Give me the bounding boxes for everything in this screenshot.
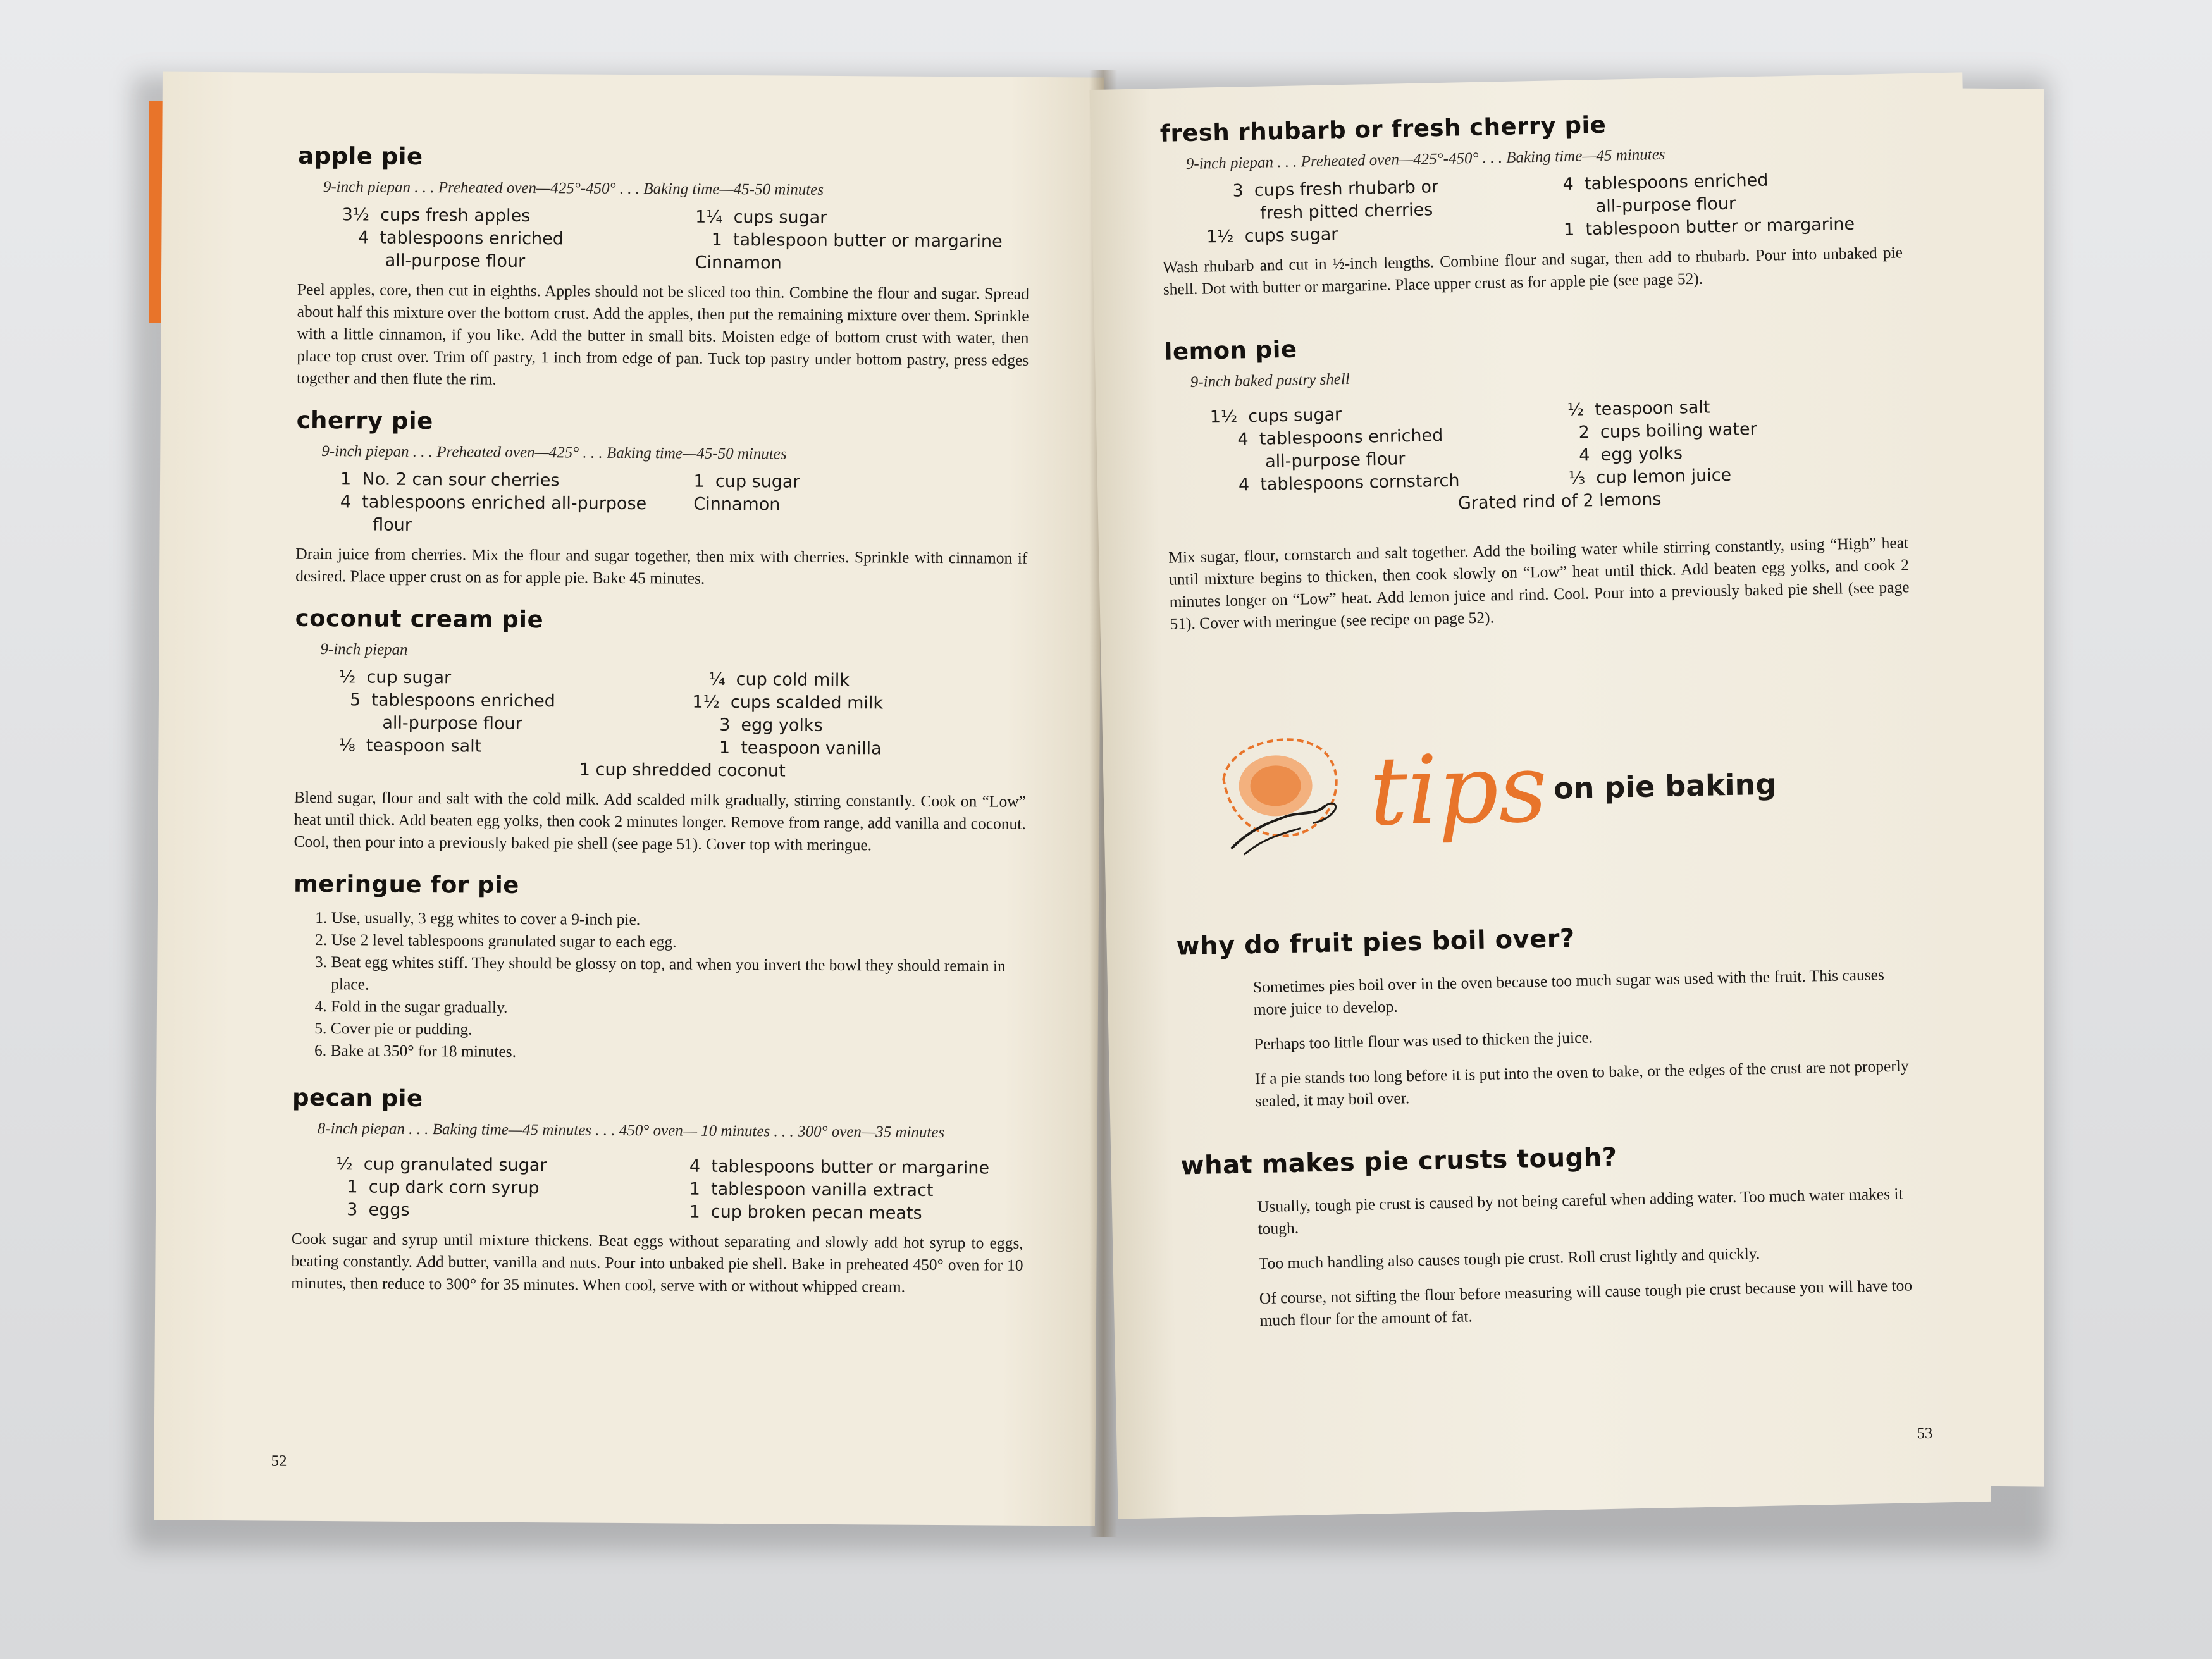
ingredient-column-right: [693, 471, 1028, 541]
ingredient-list: [340, 468, 1029, 541]
ingredient-list: [342, 204, 1030, 276]
ingredient: ½ cup granulated sugar: [336, 1154, 547, 1176]
ingredient: flour: [340, 515, 412, 535]
ingredient-column-right: [689, 1156, 1023, 1226]
ingredient: 1 tablespoon butter or margarine: [1563, 214, 1855, 240]
answer-paragraph: Too much handling also causes tough pie crust. Roll crust lightly and quickly.: [1258, 1244, 1760, 1273]
ingredient: ⅛ teaspoon salt: [338, 736, 482, 756]
ingredient: 4 tablespoons enriched all-purpose: [340, 492, 647, 514]
ingredient: fresh pitted cherries: [1206, 200, 1433, 225]
ingredient: 1¼ cups sugar: [695, 207, 827, 228]
ingredient: 1 tablespoon butter or margarine: [695, 230, 1003, 252]
ingredient: ⅓ cup lemon juice: [1568, 465, 1732, 488]
ingredient: 2 cups boiling water: [1567, 419, 1757, 443]
ingredient: 4 tablespoons enriched: [1562, 170, 1769, 195]
recipe-directions: Drain juice from cherries. Mix the flour and sugar together, then mix with cherries. Sprinkle with cinnamon if desired. Place upper crust on as for apple pie. Bake 45 minutes.: [295, 544, 1028, 588]
step: 1. Use, usually, 3 egg whites to cover a 9-inch pie.: [331, 906, 1025, 933]
meringue-steps: [292, 906, 1025, 1066]
recipe-title: fresh rhubarb or fresh cherry pie: [1159, 111, 1607, 147]
ingredient: 4 tablespoons butter or margarine: [689, 1156, 990, 1178]
question-heading: why do fruit pies boil over?: [1176, 923, 1576, 961]
answer-paragraph: If a pie stands too long before it is put into the oven to bake, or the edges of the crust are not properly sealed, it may boil over.: [1254, 1056, 1909, 1111]
tips-heading: [1204, 715, 1915, 861]
ingredient: all-purpose flour: [342, 250, 526, 271]
recipe-meta: 9-inch piepan . . . Preheated oven—425° . . . Baking time—45-50 minutes: [321, 443, 787, 463]
recipe-apple-pie: [297, 142, 1030, 393]
ingredient: 1 cup dark corn syrup: [336, 1177, 540, 1199]
recipe-title: coconut cream pie: [295, 604, 544, 634]
question-heading: what makes pie crusts tough?: [1180, 1142, 1617, 1181]
ingredient-column-left: [336, 1153, 670, 1223]
ingredient: 3 eggs: [335, 1200, 410, 1220]
ingredient: 1 teaspoon vanilla: [691, 737, 882, 759]
recipe-meta: 9-inch piepan . . . Preheated oven—425°-450° . . . Baking time—45-50 minutes: [323, 178, 824, 199]
recipe-cherry-pie: [295, 407, 1029, 591]
ingredient: ½ cup sugar: [339, 667, 452, 688]
ingredient-list: [1210, 392, 1908, 520]
ingredient: Cinnamon: [695, 252, 782, 273]
recipe-meta: 9-inch baked pastry shell: [1190, 370, 1350, 391]
recipe-directions: Blend sugar, flour and salt with the cold milk. Add scalded milk gradually, stirring constantly. Cook on “Low” heat until thick. Add beaten egg yolks, then cook 2 minutes longer. Remove from range, add vanilla and coconut. Cool, then pour into a previously baked pie shell (see page 51). Cover top with meringue.: [293, 787, 1027, 854]
ingredient: 3 cups fresh rhubarb or: [1205, 177, 1439, 202]
recipe-title: meringue for pie: [293, 870, 519, 899]
step: 6. Bake at 350° for 18 minutes.: [330, 1039, 1024, 1066]
ingredient-list: [336, 1153, 1024, 1226]
ingredient: 1 cup sugar: [693, 471, 800, 492]
answer-paragraph: Usually, tough pie crust is caused by not being careful when adding water. Too much water makes it tough.: [1257, 1184, 1903, 1238]
ingredient: 4 egg yolks: [1567, 443, 1683, 466]
ingredient: 5 tablespoons enriched: [338, 690, 555, 712]
ingredient: all-purpose flour: [338, 713, 522, 734]
ingredient: 1½ cups sugar: [1209, 405, 1342, 428]
hand-holding-pie-icon: [1204, 726, 1352, 862]
step: 5. Cover pie or pudding.: [331, 1017, 1025, 1044]
ingredient-list: [1205, 166, 1902, 249]
step: 4. Fold in the sugar gradually.: [331, 995, 1025, 1021]
recipe-directions: Peel apples, core, then cut in eighths. Apples should not be sliced too thin. Combine the flour and sugar. Spread about half this mixture over the bottom crust. Add the apples, then put the remaining mixture over them. Sprinkle with a little cinnamon, if you like. Add the butter in small bits. Moisten edge of bottom crust with water, then place top crust over. Trim off pastry, 1 inch from edge of pan. Tuck top pastry under bottom pastry, press edges together and then flute the rim.: [296, 280, 1029, 388]
ingredient: 1 cup broken pecan meats: [689, 1202, 922, 1223]
ingredient: Cinnamon: [693, 494, 781, 515]
ingredient: 3 egg yolks: [692, 715, 823, 736]
page-number: 52: [271, 1452, 287, 1470]
recipe-lemon-pie: [1164, 323, 1910, 634]
recipe-meta: 9-inch piepan: [320, 641, 408, 658]
ingredient: 3½ cups fresh apples: [342, 205, 531, 226]
ingredient-column-left: [342, 204, 676, 274]
recipe-meta: 8-inch piepan . . . Baking time—45 minutes . . . 450° oven— 10 minutes . . . 300° oven—35 minutes: [317, 1120, 945, 1142]
recipe-directions: Cook sugar and syrup until mixture thickens. Beat eggs without separating and slowly add hot syrup to eggs, beating constantly. Add butter, vanilla and nuts. Pour into unbaked pie shell. Bake in preheated 450° oven for 10 minutes, then reduce to 300° for 35 minutes. When cool, serve with or without whipped cream.: [291, 1229, 1023, 1296]
tips-subtitle: on pie baking: [1553, 767, 1777, 806]
recipe-directions: Wash rhubarb and cut in ½-inch lengths. Combine flour and sugar, then add to rhubarb. Pour into unbaked pie shell. Dot with butter or margarine. Place upper crust as for apple pie (see page 52).: [1162, 243, 1903, 299]
recipe-title: lemon pie: [1164, 335, 1297, 366]
ingredient: 1 tablespoon vanilla extract: [689, 1179, 934, 1200]
ingredient: all-purpose flour: [1563, 194, 1736, 218]
recipe-rhubarb-cherry-pie: [1159, 105, 1903, 300]
step: 3. Beat egg whites stiff. They should be glossy on top, and when you invert the bowl they should remain in place.: [331, 951, 1025, 999]
ingredient-column-right: [695, 206, 1030, 276]
answer-paragraph: Of course, not sifting the flour before measuring will cause tough pie crust because you will have too much flour for the amount of fat.: [1259, 1276, 1913, 1330]
right-page: [1089, 72, 1991, 1519]
ingredient: 4 tablespoons enriched: [342, 228, 564, 249]
tips-word: tips: [1368, 733, 1548, 848]
ingredient-column-left: [1205, 174, 1545, 249]
ingredient: all-purpose flour: [1211, 449, 1406, 473]
ingredient: ½ teaspoon salt: [1567, 397, 1710, 421]
ingredient: 1½ cups sugar: [1206, 225, 1338, 247]
recipe-title: apple pie: [298, 142, 423, 170]
recipe-meta: 9-inch piepan . . . Preheated oven—425°-450° . . . Baking time—45 minutes: [1185, 145, 1665, 173]
ingredient: 1 No. 2 can sour cherries: [340, 469, 560, 491]
step: 2. Use 2 level tablespoons granulated sugar to each egg.: [331, 928, 1025, 955]
ingredient: 1½ cups scalded milk: [692, 692, 884, 713]
answer-paragraph: Perhaps too little flour was used to thicken the juice.: [1254, 1028, 1593, 1054]
recipe-coconut-cream-pie: [293, 605, 1027, 857]
left-page: [154, 71, 1104, 1526]
ingredient-column-left: [340, 468, 675, 538]
answer-paragraph: Sometimes pies boil over in the oven because too much sugar was used with the fruit. This causes more juice to develop.: [1252, 965, 1885, 1019]
ingredient-column-left: [338, 666, 673, 759]
ingredient: 4 tablespoons enriched: [1210, 425, 1443, 450]
ingredient-list: [338, 666, 1027, 784]
recipe-meringue: [292, 870, 1025, 1066]
ingredient-centered: Grated rind of 2 lemons: [1457, 490, 1662, 514]
ingredient-column-left: [1210, 400, 1550, 498]
ingredient-column-right: [1567, 392, 1907, 490]
qa-tough-crusts: [1180, 1137, 1924, 1333]
qa-fruit-pies: [1176, 917, 1920, 1113]
ingredient-centered: 1 cup shredded coconut: [579, 760, 786, 781]
page-number: 53: [1917, 1424, 1933, 1443]
recipe-pecan-pie: [291, 1084, 1024, 1298]
recipe-directions: Mix sugar, flour, cornstarch and salt together. Add the boiling water while stirring constantly, using “High” heat until mixture begins to thicken, then cook slowly on “Low” heat until thick. Add beaten egg yolks, and cook 2 minutes longer on “Low” heat. Add lemon juice and rind. Cool. Pour into a previously baked pie shell (see page 51). Cover with meringue (see recipe on page 52).: [1168, 533, 1910, 633]
recipe-title: cherry pie: [296, 406, 433, 435]
ingredient: ¼ cup cold milk: [692, 669, 850, 691]
ingredient: 4 tablespoons cornstarch: [1211, 471, 1460, 496]
ingredient-column-right: [692, 669, 1027, 762]
recipe-title: pecan pie: [292, 1083, 423, 1113]
ingredient-column-right: [1562, 166, 1902, 242]
